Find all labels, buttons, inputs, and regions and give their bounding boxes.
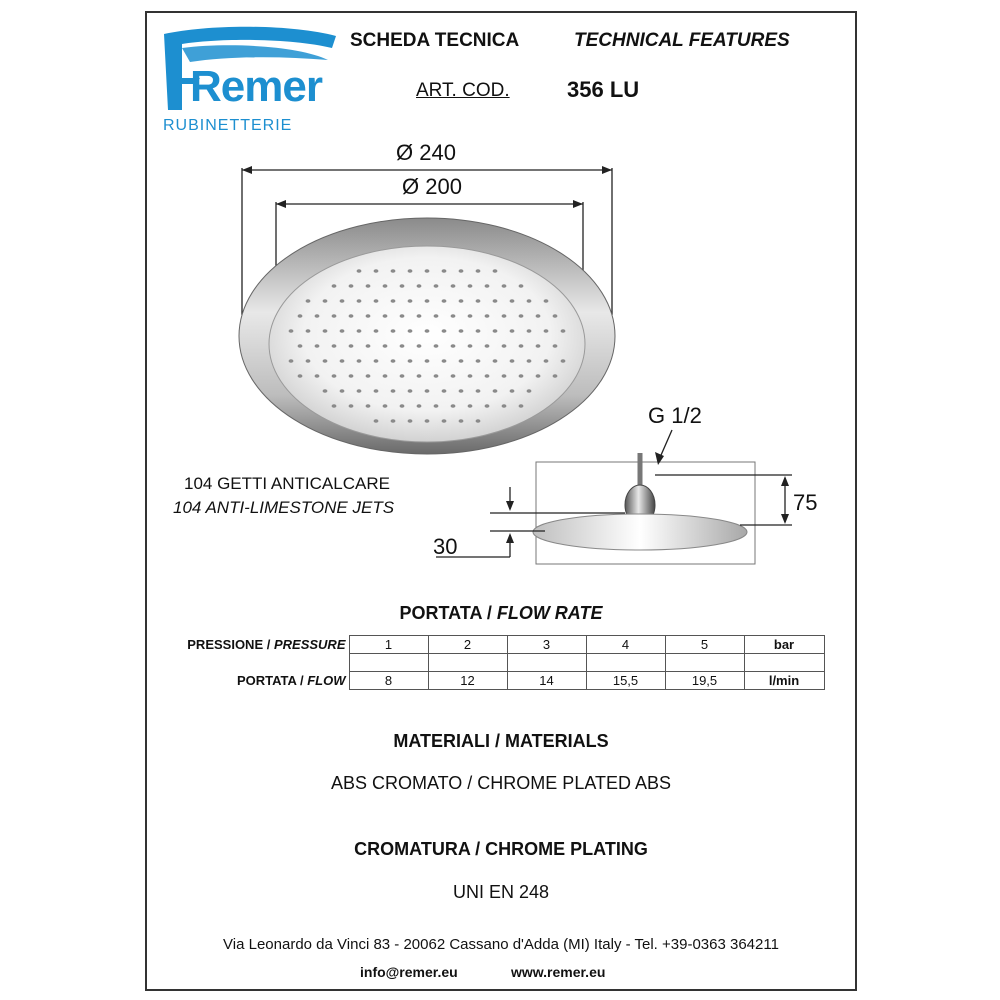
inner-diameter-label: Ø 200 <box>402 174 462 199</box>
jet-hole <box>544 329 549 333</box>
jet-hole <box>340 359 345 363</box>
jet-hole <box>391 389 396 393</box>
jet-hole <box>408 299 413 303</box>
jet-hole <box>391 269 396 273</box>
jet-hole <box>425 389 430 393</box>
jet-hole <box>349 374 354 378</box>
jet-hole <box>417 374 422 378</box>
jet-hole <box>459 359 464 363</box>
title-english: TECHNICAL FEATURES <box>574 30 790 51</box>
jet-hole <box>434 344 439 348</box>
jet-hole <box>323 389 328 393</box>
jet-hole <box>349 404 354 408</box>
jet-hole <box>306 359 311 363</box>
jet-hole <box>391 419 396 423</box>
jet-hole <box>289 329 294 333</box>
plating-value: UNI EN 248 <box>452 882 550 902</box>
jet-hole <box>408 269 413 273</box>
pressure-row <box>146 636 824 654</box>
jet-hole <box>493 299 498 303</box>
spacer-row <box>146 654 824 672</box>
flow-value: 15,5 <box>586 672 665 690</box>
jet-hole <box>298 344 303 348</box>
flow-value: 12 <box>428 672 507 690</box>
art-code-value: 356 LU <box>567 77 640 102</box>
jet-hole <box>383 404 388 408</box>
jet-hole <box>493 329 498 333</box>
jet-hole <box>493 359 498 363</box>
jet-hole <box>442 299 447 303</box>
jet-hole <box>349 284 354 288</box>
jet-hole <box>519 404 524 408</box>
jet-hole <box>442 269 447 273</box>
jet-hole <box>357 269 362 273</box>
plating-heading: CROMATURA / CHROME PLATING <box>354 839 648 859</box>
jet-hole <box>468 374 473 378</box>
jet-hole <box>332 374 337 378</box>
jet-hole <box>485 314 490 318</box>
jet-hole <box>417 314 422 318</box>
jet-hole <box>425 329 430 333</box>
jet-hole <box>451 314 456 318</box>
jet-hole <box>485 284 490 288</box>
jet-hole <box>434 404 439 408</box>
pressure-value: 2 <box>428 636 507 654</box>
materials-heading: MATERIALI / MATERIALS <box>393 731 609 751</box>
pressure-value: 1 <box>349 636 428 654</box>
jet-hole <box>519 284 524 288</box>
jet-hole <box>408 359 413 363</box>
jet-hole <box>366 284 371 288</box>
title-italian: SCHEDA TECNICA <box>350 30 520 51</box>
pressure-value: 3 <box>507 636 586 654</box>
jet-hole <box>459 299 464 303</box>
jet-hole <box>400 284 405 288</box>
jet-hole <box>289 359 294 363</box>
height-head-label: 30 <box>433 534 458 559</box>
flow-value: 19,5 <box>665 672 744 690</box>
art-code-label: ART. COD. <box>416 80 510 101</box>
jet-hole <box>476 389 481 393</box>
jet-hole <box>468 404 473 408</box>
jet-hole <box>408 419 413 423</box>
jet-hole <box>485 404 490 408</box>
jet-hole <box>536 314 541 318</box>
jet-hole <box>332 404 337 408</box>
jet-hole <box>476 269 481 273</box>
jet-hole <box>519 314 524 318</box>
jet-hole <box>485 344 490 348</box>
brand-tagline: RUBINETTERIE <box>163 117 293 134</box>
jet-hole <box>374 269 379 273</box>
jet-hole <box>434 374 439 378</box>
jet-hole <box>315 314 320 318</box>
footer-website[interactable]: www.remer.eu <box>511 964 606 980</box>
jet-hole <box>468 344 473 348</box>
jet-hole <box>383 374 388 378</box>
flow-unit: l/min <box>744 672 824 690</box>
jet-hole <box>391 359 396 363</box>
jet-hole <box>374 329 379 333</box>
pressure-unit: bar <box>744 636 824 654</box>
jet-hole <box>502 284 507 288</box>
brand-name: Remer <box>190 62 322 111</box>
jet-hole <box>527 299 532 303</box>
jet-hole <box>442 419 447 423</box>
jet-hole <box>459 419 464 423</box>
jet-hole <box>510 389 515 393</box>
jet-hole <box>417 344 422 348</box>
jet-hole <box>544 299 549 303</box>
jet-hole <box>400 314 405 318</box>
jet-hole <box>391 329 396 333</box>
flow-value: 14 <box>507 672 586 690</box>
jet-hole <box>298 374 303 378</box>
jet-hole <box>383 344 388 348</box>
jet-hole <box>451 284 456 288</box>
jet-hole <box>306 329 311 333</box>
jet-hole <box>459 269 464 273</box>
shower-head-face <box>269 246 585 442</box>
jets-label-italian: 104 GETTI ANTICALCARE <box>184 474 390 493</box>
jet-hole <box>493 389 498 393</box>
jet-hole <box>442 389 447 393</box>
jet-hole <box>451 374 456 378</box>
jet-hole <box>366 314 371 318</box>
jet-hole <box>536 344 541 348</box>
flow-value: 8 <box>349 672 428 690</box>
jet-hole <box>485 374 490 378</box>
jet-hole <box>519 344 524 348</box>
jet-hole <box>519 374 524 378</box>
jet-hole <box>340 299 345 303</box>
jet-hole <box>366 404 371 408</box>
jet-hole <box>374 419 379 423</box>
jet-hole <box>400 374 405 378</box>
height-total-label: 75 <box>793 490 818 515</box>
jet-hole <box>408 389 413 393</box>
flow-rate-table <box>146 635 825 690</box>
jet-hole <box>374 359 379 363</box>
pressure-label: PRESSIONE / PRESSURE <box>187 637 346 652</box>
outer-diameter-label: Ø 240 <box>396 140 456 165</box>
connection-label: G 1/2 <box>648 403 702 428</box>
jet-hole <box>408 329 413 333</box>
jet-hole <box>383 284 388 288</box>
jet-hole <box>366 374 371 378</box>
jet-hole <box>451 404 456 408</box>
pressure-value: 4 <box>586 636 665 654</box>
flow-row <box>146 672 824 690</box>
jet-hole <box>476 299 481 303</box>
jet-hole <box>366 344 371 348</box>
jet-hole <box>459 389 464 393</box>
jet-hole <box>425 299 430 303</box>
flow-label: PORTATA / FLOW <box>236 673 346 688</box>
jet-hole <box>425 419 430 423</box>
jet-hole <box>357 359 362 363</box>
jet-hole <box>451 344 456 348</box>
jet-hole <box>561 329 566 333</box>
jet-hole <box>527 389 532 393</box>
jet-hole <box>476 359 481 363</box>
jet-hole <box>357 329 362 333</box>
jet-hole <box>510 359 515 363</box>
jet-hole <box>400 404 405 408</box>
jet-hole <box>425 269 430 273</box>
jet-hole <box>510 299 515 303</box>
jet-hole <box>315 344 320 348</box>
pressure-value: 5 <box>665 636 744 654</box>
jet-hole <box>459 329 464 333</box>
jet-hole <box>493 269 498 273</box>
jet-hole <box>332 344 337 348</box>
jet-hole <box>374 299 379 303</box>
materials-value: ABS CROMATO / CHROME PLATED ABS <box>330 773 672 793</box>
jet-hole <box>332 314 337 318</box>
jet-hole <box>502 344 507 348</box>
jet-hole <box>383 314 388 318</box>
jet-hole <box>349 314 354 318</box>
jet-hole <box>306 299 311 303</box>
jet-hole <box>476 419 481 423</box>
jet-hole <box>425 359 430 363</box>
jet-hole <box>527 329 532 333</box>
jets-label-english: 104 ANTI-LIMESTONE JETS <box>173 498 395 517</box>
jet-hole <box>323 329 328 333</box>
footer-address: Via Leonardo da Vinci 83 - 20062 Cassano d'Adda (MI) Italy - Tel. +39-0363 364211 <box>223 936 779 953</box>
jet-hole <box>391 299 396 303</box>
jet-hole <box>527 359 532 363</box>
jet-hole <box>442 359 447 363</box>
jet-hole <box>544 359 549 363</box>
jet-hole <box>374 389 379 393</box>
jet-hole <box>417 284 422 288</box>
flow-rate-heading: PORTATA / FLOW RATE <box>399 603 603 623</box>
jet-hole <box>323 299 328 303</box>
jet-hole <box>400 344 405 348</box>
jet-hole <box>476 329 481 333</box>
jet-hole <box>553 314 558 318</box>
jet-hole <box>349 344 354 348</box>
jet-hole <box>536 374 541 378</box>
footer-email[interactable]: info@remer.eu <box>360 964 458 980</box>
jet-hole <box>315 374 320 378</box>
jet-hole <box>502 374 507 378</box>
jet-hole <box>298 314 303 318</box>
jet-hole <box>468 314 473 318</box>
side-view-head <box>533 514 747 550</box>
jet-hole <box>502 404 507 408</box>
jet-hole <box>340 389 345 393</box>
jet-hole <box>434 314 439 318</box>
jet-hole <box>340 329 345 333</box>
jet-hole <box>553 344 558 348</box>
jet-hole <box>357 389 362 393</box>
jet-hole <box>502 314 507 318</box>
jet-hole <box>332 284 337 288</box>
jet-hole <box>417 404 422 408</box>
jet-hole <box>468 284 473 288</box>
jet-hole <box>434 284 439 288</box>
jet-hole <box>553 374 558 378</box>
jet-hole <box>323 359 328 363</box>
jet-hole <box>442 329 447 333</box>
jet-hole <box>510 329 515 333</box>
jet-hole <box>561 359 566 363</box>
jet-hole <box>357 299 362 303</box>
